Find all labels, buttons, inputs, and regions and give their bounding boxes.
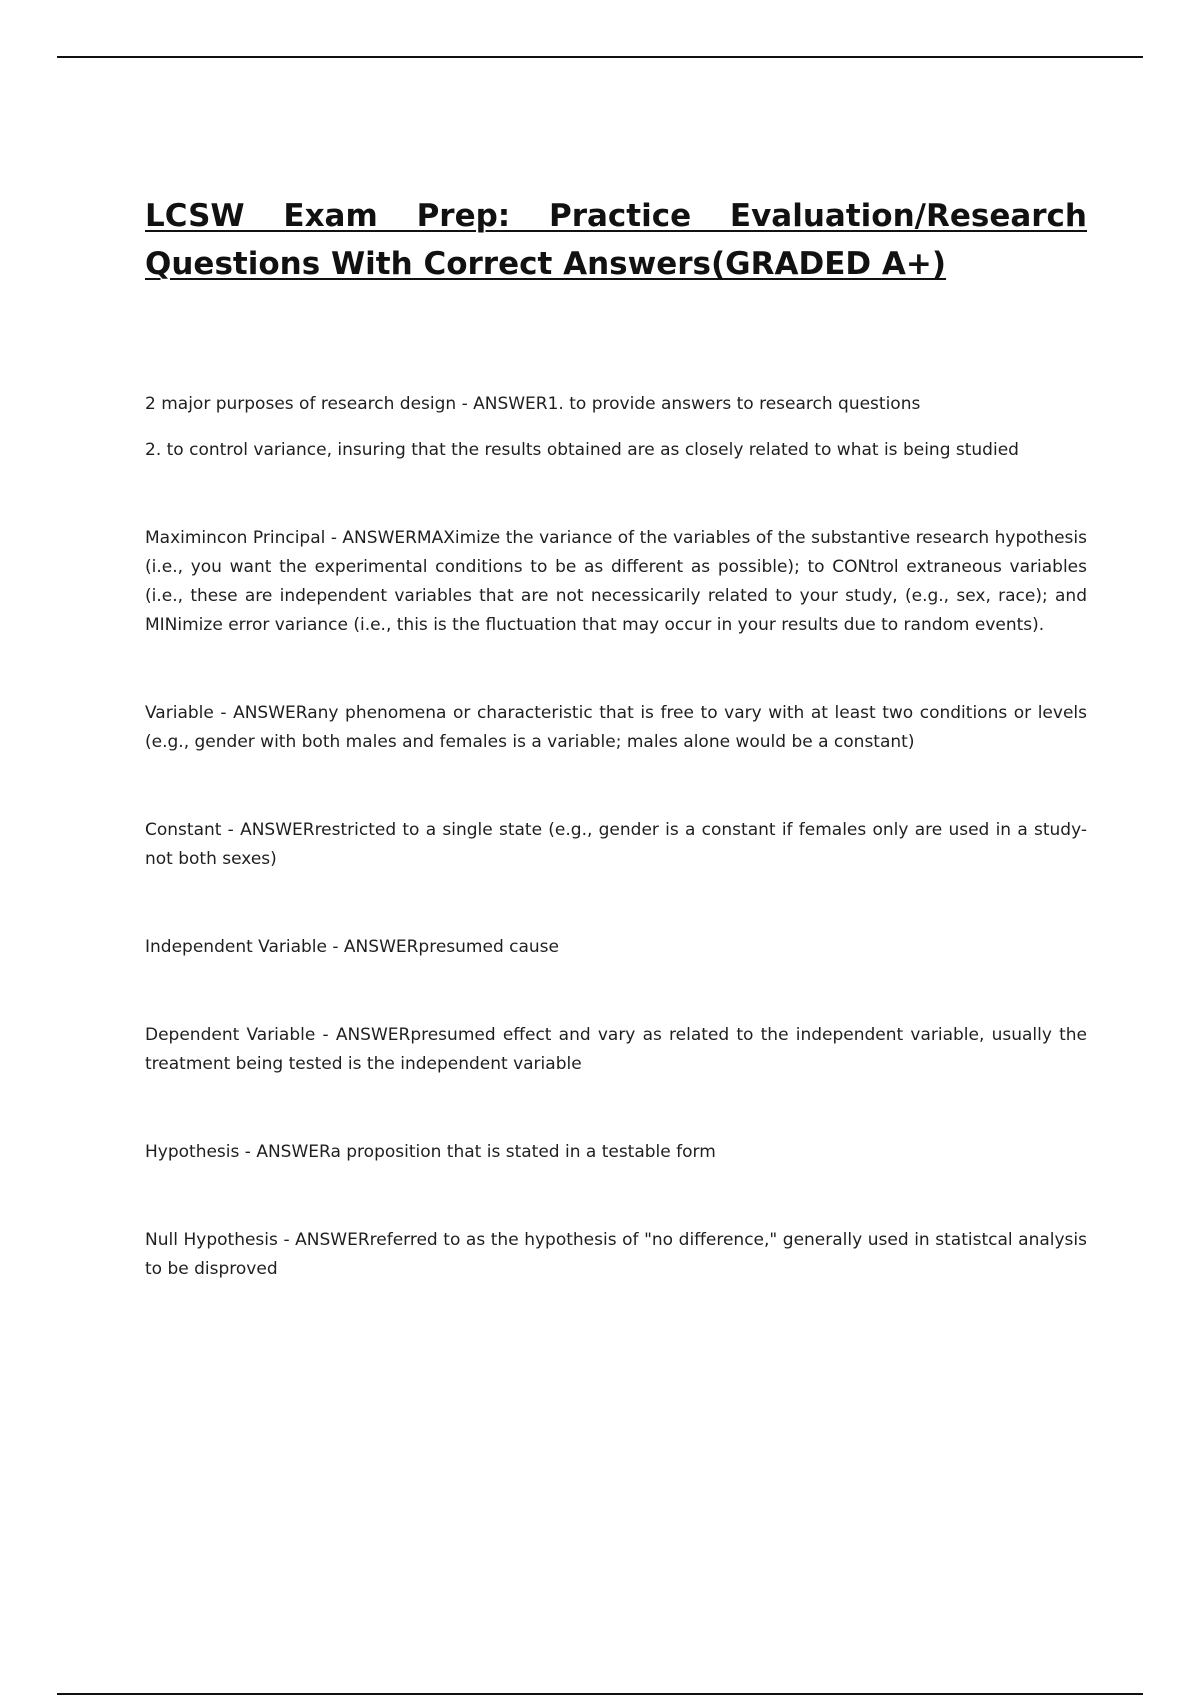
entry-hypothesis: Hypothesis - ANSWERa proposition that is stated in a testable form bbox=[145, 1142, 716, 1162]
document-body bbox=[145, 390, 1087, 1284]
entry-research-design-purposes: 2 major purposes of research design - ANSWER1. to provide answers to research questions bbox=[145, 394, 921, 414]
entry-null-hypothesis: Null Hypothesis - ANSWERreferred to as the hypothesis of "no difference," generally used in statistcal analysis to be disproved bbox=[145, 1230, 1087, 1279]
entry-maximincon-principal: Maximincon Principal - ANSWERMAXimize the variance of the variables of the substantive research hypothesis (i.e., you want the experimental conditions to be as different as possible); to CONtrol extraneous variables (i.e., these are independent variables that are not necessicarily related to your study, (e.g., sex, race); and MINimize error variance (i.e., this is the fluctuation that may occur in your results due to random events). bbox=[145, 528, 1087, 635]
entry-independent-variable: Independent Variable - ANSWERpresumed cause bbox=[145, 937, 559, 957]
bottom-rule bbox=[57, 1693, 1143, 1695]
document-title: LCSW Exam Prep: Practice Evaluation/Research Questions With Correct Answers(GRADED A+) bbox=[145, 198, 1087, 282]
entry-research-design-purposes-cont: 2. to control variance, insuring that the results obtained are as closely related to what is being studied bbox=[145, 440, 1019, 460]
entry-dependent-variable: Dependent Variable - ANSWERpresumed effect and vary as related to the independent variable, usually the treatment being tested is the independent variable bbox=[145, 1025, 1087, 1074]
entry-variable: Variable - ANSWERany phenomena or characteristic that is free to vary with at least two conditions or levels (e.g., gender with both males and females is a variable; males alone would be a constant) bbox=[145, 703, 1087, 752]
top-rule bbox=[57, 56, 1143, 58]
entry-constant: Constant - ANSWERrestricted to a single state (e.g., gender is a constant if females only are used in a study-not both sexes) bbox=[145, 820, 1087, 869]
